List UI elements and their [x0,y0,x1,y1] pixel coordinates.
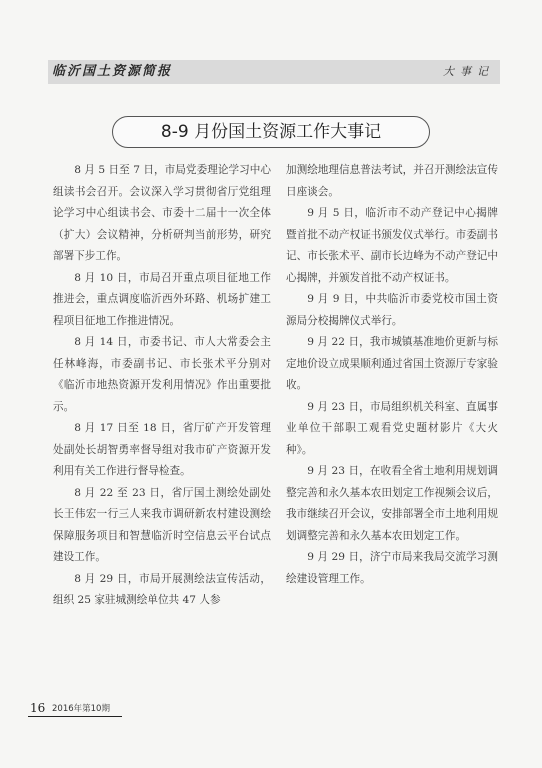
paragraph: 9 月 29 日，济宁市局来我局交流学习测绘建设管理工作。 [286,551,498,585]
paragraph: 8 月 22 至 23 日，省厅国土测绘处副处长王伟宏一行三人来我市调研新农村建设测绘保障服务项目和智慧临沂时空信息云平台试点建设工作。 [53,486,271,563]
paragraph: 9 月 22 日，我市城镇基准地价更新与标定地价设立成果顺利通过省国土资源厅专家验收。 [286,336,498,391]
paragraph: 8 月 5 日至 7 日，市局党委理论学习中心组读书会召开。会议深入学习贯彻省厅党组理论学习中心组读书会、市委十二届十一次全体（扩大）会议精神，分析研判当前形势，研究部署下步工作。 [53,164,271,262]
paragraph: 9 月 9 日，中共临沂市委党校市国土资源局分校揭牌仪式举行。 [286,293,498,327]
paragraph: 9 月 5 日，临沂市不动产登记中心揭牌暨首批不动产权证书颁发仪式举行。市委副书记、市长张术平、副市长边峰为不动产登记中心揭牌，并颁发首批不动产权证书。 [286,207,498,284]
left-column [53,160,271,612]
article-title: 8-9 月份国土资源工作大事记 [160,122,382,142]
paragraph-continued: 加测绘地理信息普法考试，并召开测绘法宣传日座谈会。 [286,164,498,198]
paragraph: 8 月 10 日，市局召开重点项目征地工作推进会，重点调度临沂西外环路、机场扩建工程项目征地工作推进情况。 [53,271,271,327]
paragraph: 9 月 23 日，市局组织机关科室、直属事业单位干部职工观看党史题材影片《大火种》。 [286,400,498,456]
paragraph: 9 月 23 日，在收看全省土地利用规划调整完善和永久基本农田划定工作视频会议后，我市继续召开会议，安排部署全市土地利用规划调整完善和永久基本农田划定工作。 [286,465,498,542]
page-number: 16 [30,701,46,715]
issue-label: 2016年第10期 [52,704,110,714]
footer-rule [28,716,122,717]
paragraph: 8 月 29 日，市局开展测绘法宣传活动，组织 25 家驻城测绘单位共 47 人参 [53,572,271,606]
paragraph: 8 月 17 日至 18 日，省厅矿产开发管理处副处长胡智勇率督导组对我市矿产资源开发利用有关工作进行督导检查。 [53,422,271,477]
paragraph: 8 月 14 日，市委书记、市人大常委会主任林峰海，市委副书记、市长张术平分别对《临沂市地热资源开发利用情况》作出重要批示。 [53,336,271,413]
publication-name: 临沂国土资源简报 [52,64,173,79]
section-name: 大事记 [443,65,494,78]
right-column [286,160,498,590]
